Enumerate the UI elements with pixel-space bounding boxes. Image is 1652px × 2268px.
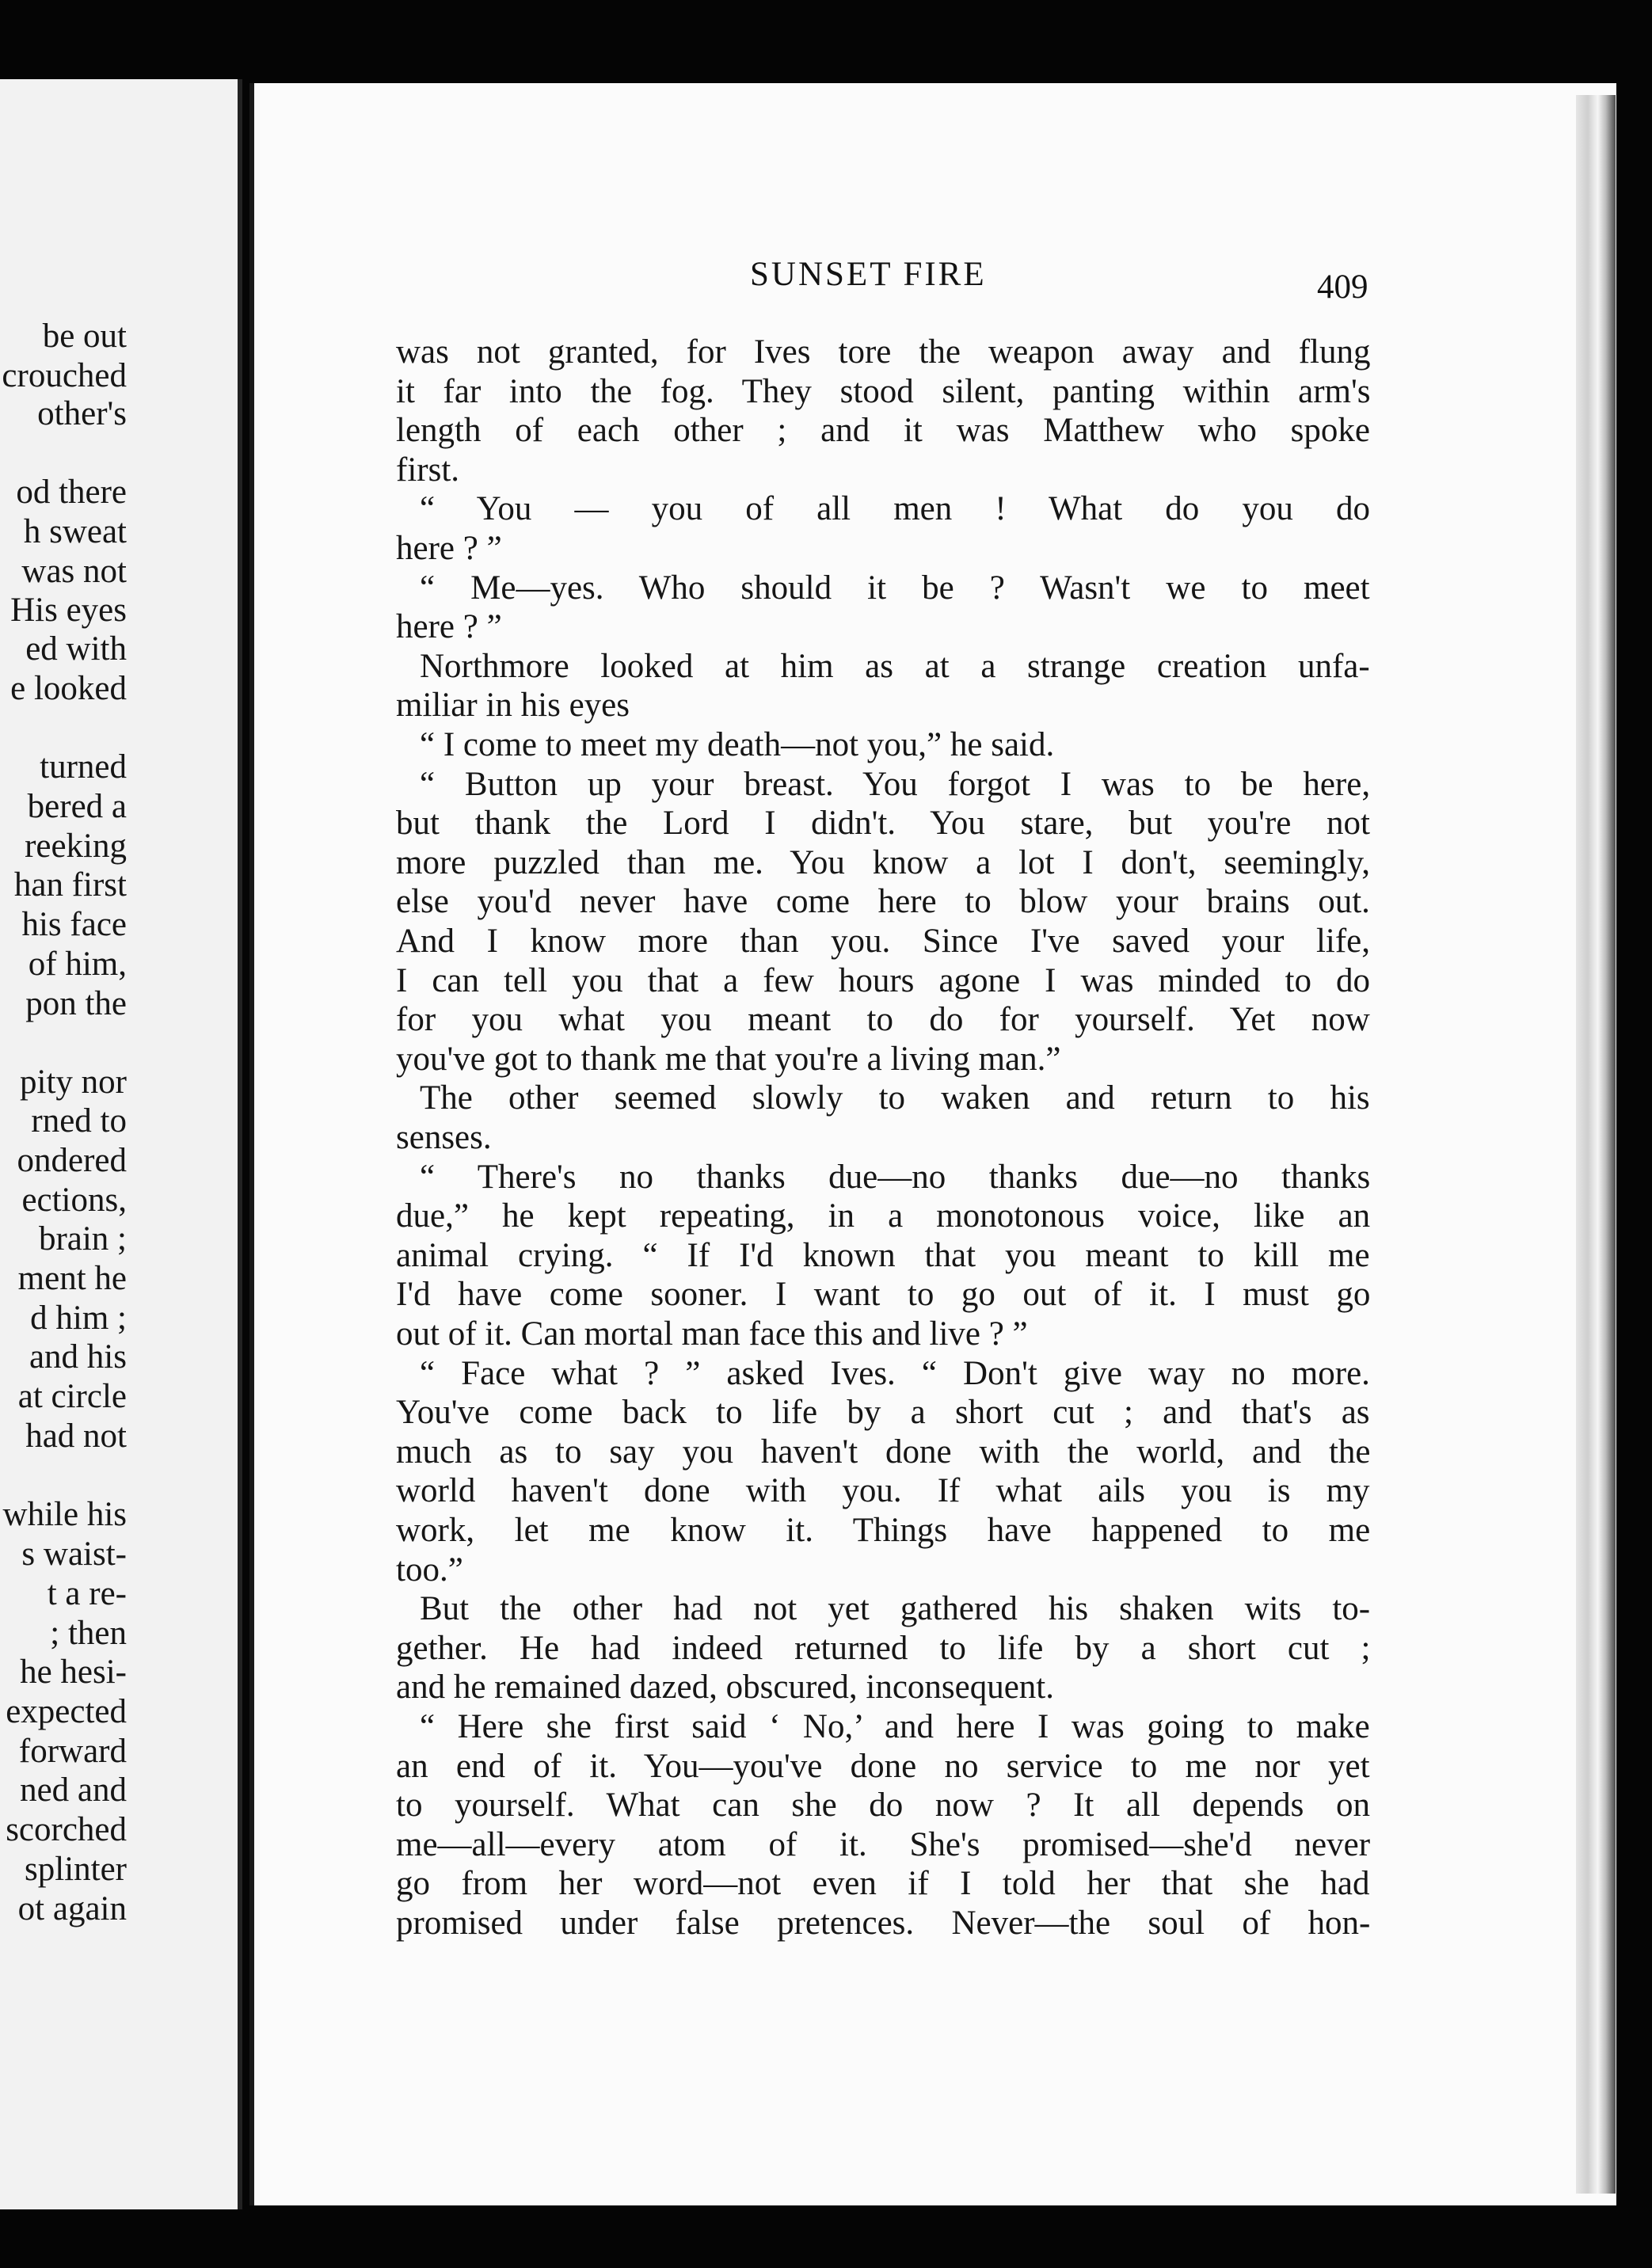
left-page-text-line: od there	[16, 474, 127, 511]
body-text-line: length of each other ; and it was Matthew who spoke	[396, 412, 1370, 449]
left-page-text-line: His eyes	[10, 592, 127, 629]
left-page-text-line: han first	[13, 866, 127, 904]
body-text-line: work, let me know it. Things have happened to me	[396, 1512, 1371, 1549]
body-text-line: “ Here she first said ‘ No,’ and here I was going to make	[420, 1708, 1370, 1745]
left-page-text-line: ned and	[20, 1771, 127, 1809]
left-page-text-line: expected	[6, 1693, 127, 1730]
left-page-text-line: scorched	[6, 1811, 127, 1848]
left-page-text-line: ; then	[50, 1615, 127, 1652]
left-page-text-line: d him ;	[30, 1300, 127, 1337]
body-text-line: and he remained dazed, obscured, inconsequent.	[396, 1669, 1055, 1706]
body-text-line: first.	[396, 451, 460, 489]
body-text-line: for you what you meant to do for yourself. Yet now	[396, 1001, 1370, 1038]
left-page-text-line: other's	[37, 395, 127, 432]
body-text-line: out of it. Can mortal man face this and live ? ”	[396, 1315, 1028, 1353]
body-text-line: “ There's no thanks due—no thanks due—no thanks	[420, 1159, 1371, 1196]
body-text-line: more puzzled than me. You know a lot I don't, seemingly,	[396, 844, 1371, 881]
body-text-line: an end of it. You—you've done no service to me nor yet	[396, 1748, 1370, 1785]
body-text-line: I can tell you that a few hours agone I was minded to do	[396, 962, 1371, 999]
left-page-text-line: t a re-	[47, 1575, 127, 1612]
body-text-line: too.”	[396, 1551, 463, 1589]
left-page-text-line: s waist-	[21, 1535, 127, 1573]
body-text-line: go from her word—not even if I told her that she had	[396, 1865, 1370, 1902]
body-text-line: And I know more than you. Since I've saved your life,	[396, 923, 1371, 960]
left-page-text-line: reeking	[25, 828, 127, 865]
left-page-text-line: rned to	[31, 1102, 127, 1140]
left-page-text-line: h sweat	[23, 513, 127, 550]
left-page-text-line: was not	[21, 553, 127, 590]
left-page-text-line: while his	[2, 1496, 127, 1533]
left-page-text-line: splinter	[25, 1851, 127, 1888]
left-page-text-line: pon the	[25, 985, 127, 1022]
left-page-text-line: and his	[29, 1338, 127, 1376]
body-text-line: world haven't done with you. If what ails you is my	[396, 1472, 1370, 1509]
body-text-line: I'd have come sooner. I want to go out of it. I must go	[396, 1276, 1371, 1313]
body-text-line: to yourself. What can she do now ? It all depends on	[396, 1787, 1370, 1824]
left-page-text-line: turned	[40, 748, 127, 786]
page-number: 409	[1317, 268, 1368, 306]
body-text-line: But the other had not yet gathered his shaken wits to-	[420, 1590, 1371, 1627]
body-text-line: much as to say you haven't done with the world, and the	[396, 1433, 1371, 1471]
body-text-line: promised under false pretences. Never—the soul of hon-	[396, 1905, 1371, 1942]
left-page-text-line: ment he	[17, 1260, 127, 1297]
left-page-text-line: pity nor	[20, 1064, 127, 1101]
body-text-line: due,” he kept repeating, in a monotonous voice, like an	[396, 1197, 1371, 1235]
left-page-text-line: crouched	[2, 357, 127, 394]
body-text-line: here ? ”	[396, 530, 502, 567]
facing-page-left	[0, 79, 242, 2209]
body-text-line: me—all—every atom of it. She's promised—she'd never	[396, 1826, 1371, 1863]
body-text-line: animal crying. “ If I'd known that you meant to kill me	[396, 1237, 1370, 1274]
body-text-line: was not granted, for Ives tore the weapon away and flung	[396, 333, 1371, 371]
body-text-line: “ Me—yes. Who should it be ? Wasn't we to meet	[420, 569, 1370, 607]
body-text-line: senses.	[396, 1119, 492, 1156]
left-page-text-line: e looked	[10, 670, 127, 707]
left-page-text-line: ondered	[17, 1142, 127, 1179]
body-text-line: gether. He had indeed returned to life by a short cut ;	[396, 1630, 1371, 1667]
left-page-text-line: be out	[42, 318, 127, 355]
body-text-line: “ Button up your breast. You forgot I was to be here,	[420, 766, 1371, 803]
left-page-text-line: at circle	[17, 1378, 127, 1415]
left-page-text-line: he hesi-	[20, 1653, 127, 1691]
left-page-text-line: ot again	[17, 1890, 127, 1927]
body-text-line: “ Face what ? ” asked Ives. “ Don't give way no more.	[420, 1355, 1370, 1392]
body-text-line: here ? ”	[396, 608, 502, 645]
body-text-line: you've got to thank me that you're a living man.”	[396, 1041, 1061, 1078]
page-stack-edge	[1576, 95, 1616, 2194]
left-page-text-line: bered a	[27, 788, 127, 825]
left-page-text-line: of him,	[28, 946, 127, 983]
body-text-line: The other seemed slowly to waken and return to his	[420, 1079, 1370, 1117]
body-text-line: Northmore looked at him as at a strange creation unfa-	[420, 648, 1370, 685]
body-text-line: miliar in his eyes	[396, 687, 630, 724]
left-page-text-line: his face	[21, 906, 127, 943]
body-text-line: “ You — you of all men ! What do you do	[420, 490, 1370, 527]
left-page-text-line: brain ;	[38, 1220, 127, 1258]
body-text-line: but thank the Lord I didn't. You stare, but you're not	[396, 805, 1370, 842]
body-text-line: You've come back to life by a short cut ; and that's as	[396, 1394, 1370, 1431]
left-page-text-line: ections,	[21, 1182, 127, 1219]
left-page-text-line: forward	[18, 1733, 127, 1770]
body-text-line: it far into the fog. They stood silent, panting within arm's	[396, 373, 1371, 410]
left-page-text-line: ed with	[25, 630, 127, 668]
body-text-line: else you'd never have come here to blow your brains out.	[396, 883, 1370, 920]
running-head: SUNSET FIRE	[750, 256, 987, 293]
body-text-line: “ I come to meet my death—not you,” he said.	[420, 726, 1055, 763]
left-page-text-line: had not	[25, 1418, 127, 1455]
